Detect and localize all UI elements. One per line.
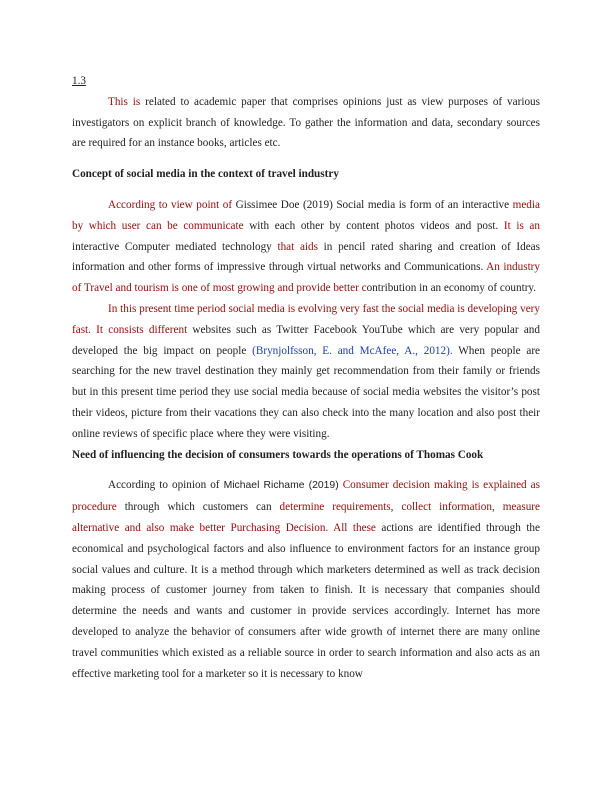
paragraph-text: Gissimee Doe (2019) Social media is form of an interactive [232,198,513,211]
highlighted-text: According to view point of [108,198,233,211]
highlighted-text: This is [108,95,141,108]
citation-link: (Brynjolfsson, E. and McAfee, A., 2012). [252,344,453,357]
paragraph-text: interactive Computer mediated technology [72,240,278,253]
highlighted-text: determine requirements, collect information, measure alternative and also make better Purchasing Decision. All these [72,501,540,534]
paragraph-text: in pencil rated sharing and creation of Ideas information and other forms of impressive through virtual networks and Communications. [72,240,540,274]
highlighted-text: Consumer decision making is explained as procedure [72,479,540,514]
paragraph-text: ontribution in an economy of country. [366,282,537,295]
highlighted-text: media by which user can be communicate [72,198,540,232]
document-body [72,71,540,684]
highlighted-text: In this present time period social media is evolving very fast the social media is developing very fast. It consists different [72,302,540,336]
consumers-heading: Need of influencing the decision of consumers towards the operations of Thomas Cook [72,448,484,461]
paragraph-text: actions are identified through the economical and psychological factors and also influence to environment factors for an instance group social values and culture. It is a method through which marketers determined as well as track decision making process of customer journey from taken to finish. It is necessary that companies should determine the needs and wants and customer in provide services accordingly. Internet has more developed to analyze the behavior of consumers after wide growth of internet there are many online travel communities which existed as a reliable source in order to search information and also acts as an effective marketing tool for a marketer so it is necessary to know [72,521,540,680]
paragraph-text: websites such as Twitter Facebook YouTube which are very popular and developed the big impact on people [72,323,540,357]
paragraph-text: When people are searching for the new travel destination they mainly get recommendation from their family or friends but in this present time period they use social media because of social media websites the visitor’s post their videos, picture from their vacations they can also check into the many location and also post their online reviews of specific place where they were visiting. [72,344,541,440]
paragraph-text: related to academic paper that comprises opinions just as view purposes of various investigators on explicit branch of knowledge. To gather the information and data, secondary sources are required for an instance books, articles etc. [72,95,540,150]
section-number: 1.3 [72,75,86,87]
social-media-paragraph-1 [72,195,540,299]
paragraph-text: According to opinion of [108,479,224,492]
intro-paragraph [72,92,540,154]
social-media-paragraph-2 [72,299,540,445]
social-media-heading: Concept of social media in the context of travel industry [72,168,339,181]
consumers-paragraph-1 [72,475,540,684]
author-citation: Michael Richame (2019) [223,480,339,492]
highlighted-text: that aids [277,240,318,253]
highlighted-text: An industry of Travel and tourism is one of most growing and provide better c [72,261,540,295]
paragraph-text: through which customers can [116,501,280,514]
highlighted-text: It is an [503,219,540,232]
paragraph-text: with each other by content photos videos and post. [243,219,504,232]
